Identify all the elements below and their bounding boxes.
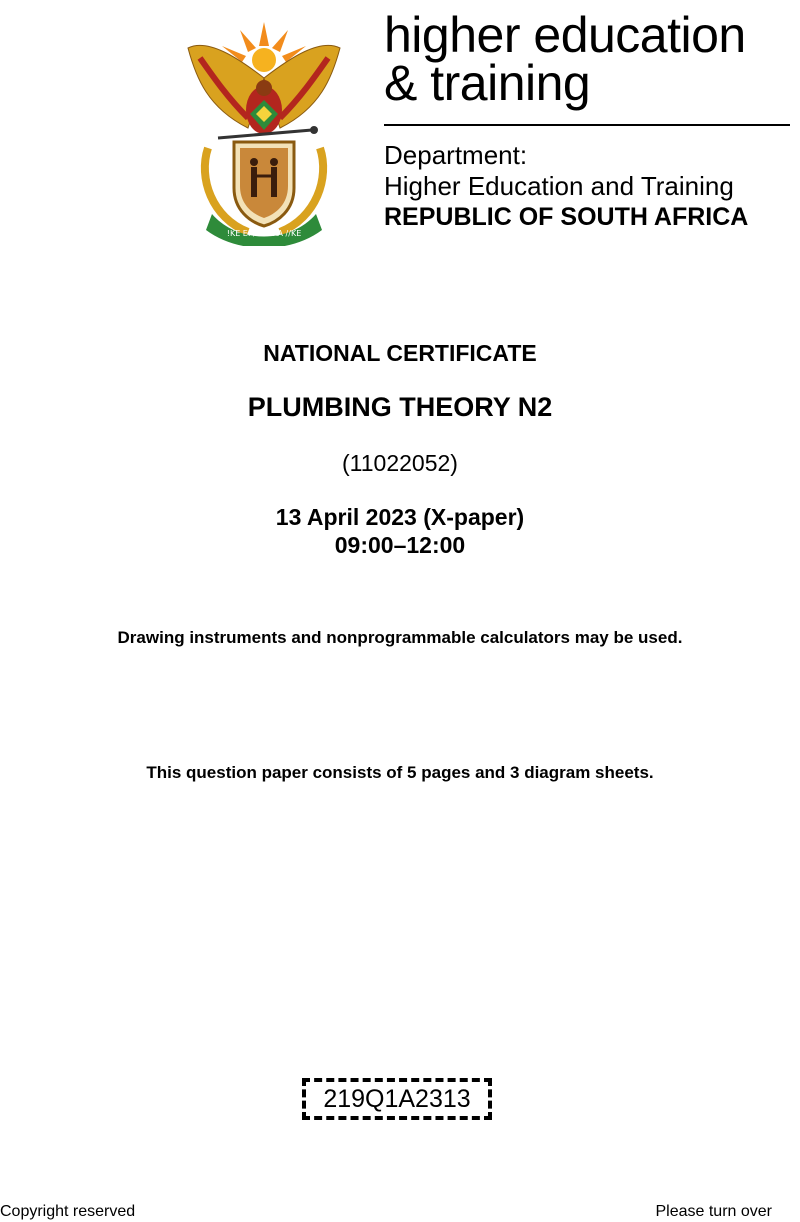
exam-time: 09:00–12:00 xyxy=(334,532,466,558)
footer-copyright: Copyright reserved xyxy=(0,1203,136,1220)
subject-code: (11022052) xyxy=(342,450,458,476)
department-label: Department: xyxy=(384,140,528,170)
page-count-note: This question paper consists of 5 pages and 3 diagram sheets. xyxy=(146,763,654,782)
exam-date: 13 April 2023 (X-paper) xyxy=(275,504,525,530)
department-brand xyxy=(384,7,794,231)
brand-divider xyxy=(384,124,790,126)
country-name: REPUBLIC OF SOUTH AFRICA xyxy=(384,203,749,231)
exam-date-time xyxy=(0,503,800,559)
subject-title: PLUMBING THEORY N2 xyxy=(247,392,553,422)
motto-text: !KE E: /XARRA //KE xyxy=(226,229,302,238)
coat-of-arms-icon xyxy=(178,18,350,246)
certificate-title: NATIONAL CERTIFICATE xyxy=(263,340,537,366)
department-name: Higher Education and Training xyxy=(384,171,734,201)
brand-line-2: & training xyxy=(384,55,591,111)
document-header xyxy=(0,0,800,250)
instructions: Drawing instruments and nonprogrammable calculators may be used. xyxy=(117,628,683,647)
brand-line-1: higher education xyxy=(384,7,746,63)
footer-turn-over: Please turn over xyxy=(655,1203,772,1220)
paper-code-box: 219Q1A2313 xyxy=(302,1078,492,1120)
